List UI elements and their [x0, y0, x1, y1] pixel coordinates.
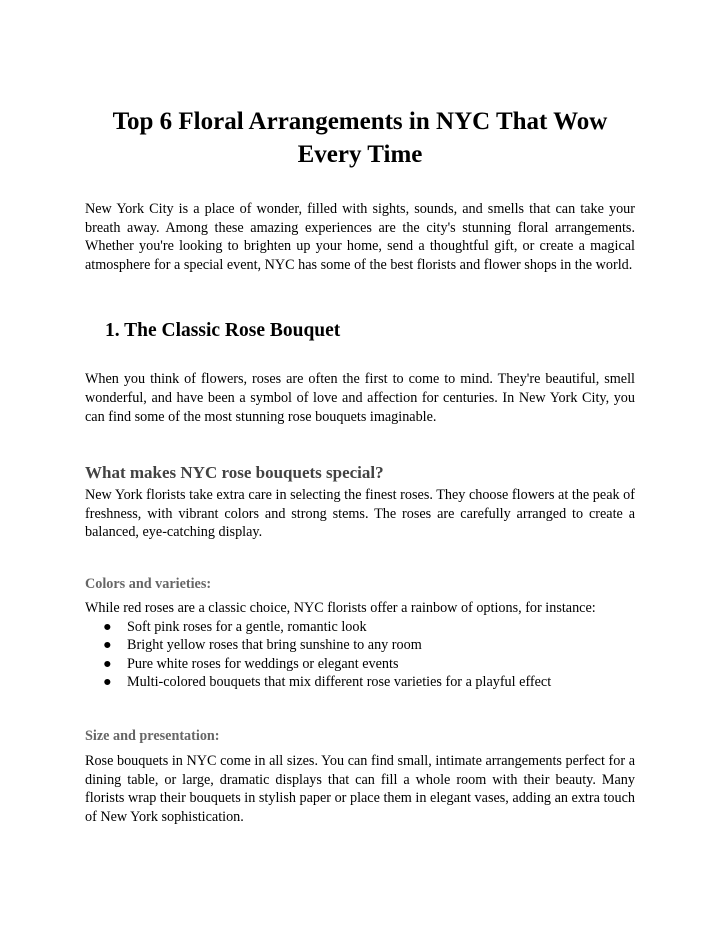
subsection-heading-special: What makes NYC rose bouquets special?: [85, 463, 384, 483]
bullet-icon: ●: [103, 637, 112, 654]
minor-heading-colors: Colors and varieties:: [85, 575, 212, 592]
intro-paragraph: New York City is a place of wonder, filled with sights, sounds, and smells that can take your breath away. Among these amazing experiences are the city's stunning floral arrangements. Whether you're looking to brighten up your home, send a thoughtful gift, or create a magical atmosphere for a special event, NYC has some of the best florists and flower shops in the world.: [85, 201, 635, 273]
list-item: [85, 673, 635, 692]
page-title: Top 6 Floral Arrangements in NYC That Wow Every Time: [112, 108, 608, 168]
list-item: [85, 636, 635, 655]
bullet-icon: ●: [103, 674, 112, 691]
minor-heading-size: Size and presentation:: [85, 727, 220, 744]
bullet-icon: ●: [103, 655, 112, 672]
list-item-text: Pure white roses for weddings or elegant events: [127, 655, 399, 672]
bullet-icon: ●: [103, 618, 112, 635]
size-body-paragraph: Rose bouquets in NYC come in all sizes. You can find small, intimate arrangements perfect for a dining table, or large, dramatic displays that can fill a whole room with their beauty. Many florists wrap their bouquets in stylish paper or place them in elegant vases, adding an extra touch of New York sophistication.: [85, 752, 635, 825]
list-item: [85, 618, 635, 637]
list-item-text: Bright yellow roses that bring sunshine to any room: [127, 637, 422, 654]
subsection-body-special: New York florists take extra care in selecting the finest roses. They choose flowers at the peak of freshness, with vibrant colors and strong stems. The roses are carefully arranged to create a balanced, eye-catching display.: [85, 487, 635, 541]
list-item-text: Soft pink roses for a gentle, romantic look: [127, 618, 367, 635]
document-page: [85, 105, 635, 826]
list-item-text: Multi-colored bouquets that mix different rose varieties for a playful effect: [127, 674, 552, 691]
section-body-classic-rose: When you think of flowers, roses are often the first to come to mind. They're beautiful, smell wonderful, and have been a symbol of love and affection for centuries. In New York City, you can find some of the most stunning rose bouquets imaginable.: [85, 371, 635, 425]
colors-bullet-list: [85, 618, 635, 692]
list-item: [85, 655, 635, 674]
section-heading-classic-rose: 1. The Classic Rose Bouquet: [105, 320, 341, 342]
colors-lead-paragraph: While red roses are a classic choice, NYC florists offer a rainbow of options, for instance:: [85, 599, 596, 616]
